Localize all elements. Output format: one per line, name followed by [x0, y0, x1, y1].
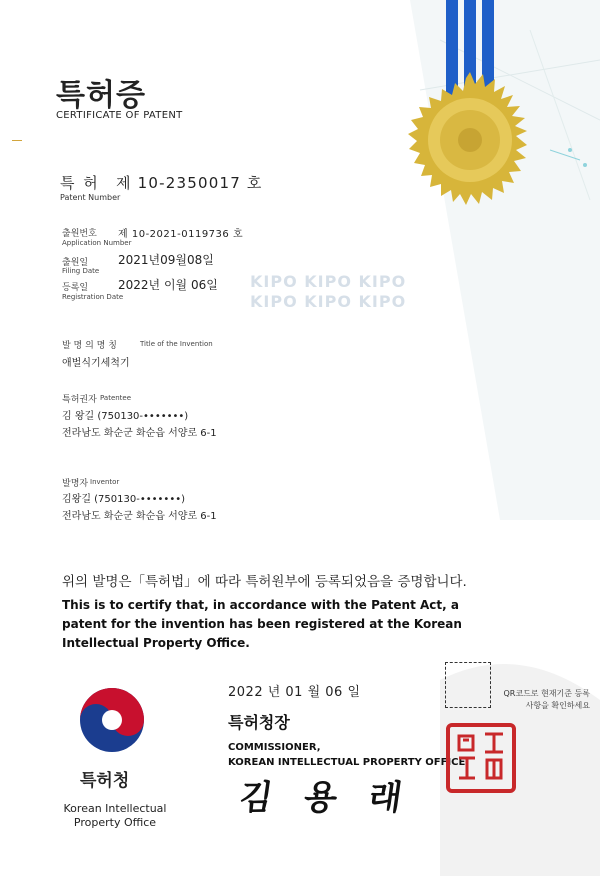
patentee-label-en: Patentee: [100, 394, 132, 402]
commissioner-title-kr: 특허청장: [228, 713, 290, 732]
qr-line-1: QR코드로 현재기준 등록: [503, 689, 590, 698]
application-number: 제 10-2021-0119736 호: [118, 229, 244, 240]
commissioner-title-en: [228, 740, 465, 770]
inventor-name: 김왕길 (750130-•••••••): [62, 494, 186, 505]
certificate-title: 특허증: [56, 78, 146, 113]
registration-label-en: Registration Date: [62, 293, 124, 301]
inventor-label: 발명자: [62, 479, 89, 489]
patentee-address: 전라남도 화순군 화순읍 서양로 6-1: [62, 428, 217, 439]
certification-text-en: This is to certify that, in accordance with the Patent Act, a patent for the invention has been registered at the Korean Intellectual Property Office.: [62, 598, 462, 650]
patent-number-label: 특 허: [60, 174, 100, 192]
qr-code[interactable]: [445, 662, 491, 708]
invention-title: 애벌식기세척기: [62, 358, 130, 369]
registration-date: 2022년 이월 06일: [118, 278, 218, 292]
patentee-name: 김 왕길 (750130-•••••••): [62, 411, 189, 422]
qr-line-2: 사항을 확인하세요: [525, 701, 590, 710]
commissioner-line-2: KOREAN INTELLECTUAL PROPERTY OFFICE: [228, 757, 466, 768]
registration-label: 등록일: [62, 283, 89, 293]
filing-label: 출원일: [62, 258, 89, 268]
invention-label-en: Title of the Invention: [140, 340, 213, 348]
office-name-kr: 특허청: [80, 771, 130, 791]
divider: [12, 140, 22, 141]
certification-text-kr: 위의 발명은「특허법」에 따라 특허원부에 등록되었음을 증명합니다.: [62, 574, 467, 590]
patent-number-label-en: Patent Number: [60, 193, 121, 202]
handwritten-signature: 김 용 래: [236, 778, 415, 818]
patentee-label: 특허권자: [62, 395, 97, 405]
filing-label-en: Filing Date: [62, 267, 100, 275]
issue-date: 2022 년 01 월 06 일: [228, 685, 361, 700]
filing-date: 2021년09월08일: [118, 253, 214, 267]
application-label-en: Application Number: [62, 239, 132, 247]
patent-number-value: 제 10-2350017 호: [116, 174, 263, 192]
watermark-text: KIPO KIPO KIPO: [250, 272, 407, 291]
qr-instructions: [490, 688, 590, 712]
certificate-subtitle: CERTIFICATE OF PATENT: [56, 110, 183, 121]
office-name-en: Korean Intellectual Property Office: [63, 802, 167, 829]
kipo-logo-icon: [78, 686, 146, 754]
watermark-text: KIPO KIPO KIPO: [250, 292, 407, 311]
official-seal: [445, 722, 517, 794]
commissioner-line-1: COMMISSIONER,: [228, 742, 321, 753]
gold-seal: [395, 70, 545, 220]
inventor-label-en: Inventor: [90, 478, 120, 486]
application-label: 출원번호: [62, 229, 97, 239]
inventor-address: 전라남도 화순군 화순읍 서양로 6-1: [62, 511, 217, 522]
invention-label: 발 명 의 명 칭: [62, 341, 117, 351]
